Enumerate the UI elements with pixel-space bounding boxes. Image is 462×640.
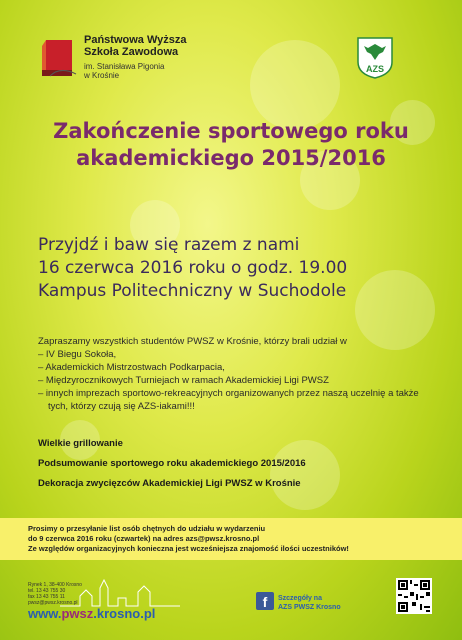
intro-list: [38, 348, 438, 413]
facebook-icon[interactable]: f: [256, 592, 274, 610]
address-line: Rynek 1, 38-400 Krosno: [28, 582, 82, 588]
intro-lead: Zapraszamy wszystkich studentów PWSZ w Krośnie, którzy brali udział w: [38, 336, 347, 347]
facebook-link[interactable]: [278, 594, 341, 612]
url-main: pwsz: [61, 606, 94, 621]
notice-line: Prosimy o przesyłanie list osób chętnych do udziału w wydarzeniu: [28, 524, 266, 533]
intro-text: [38, 335, 438, 413]
pwsz-logo-icon: [40, 36, 80, 80]
title-line: Zakończenie sportowego roku: [53, 119, 409, 143]
logo-subtitle-line: w Krośnie: [84, 71, 120, 80]
notice-text: [28, 524, 349, 554]
address-line: pwsz@pwsz.krosno.pl: [28, 600, 78, 606]
invite-line: Przyjdź i baw się razem z nami: [38, 235, 300, 255]
list-item: – Międzyrocznikowych Turniejach w ramach Akademickiej Ligi PWSZ: [38, 375, 329, 386]
highlight-awards: Dekoracja zwycięzców Akademickiej Ligi PWSZ w Krośnie: [38, 478, 301, 489]
logo-title-line: Państwowa Wyższa: [84, 34, 187, 46]
footer-address: [28, 582, 82, 606]
address-line: tel. 13 43 755 30: [28, 588, 66, 594]
highlight-summary: Podsumowanie sportowego roku akademickiego 2015/2016: [38, 458, 306, 469]
invite-line: 16 czerwca 2016 roku o godz. 19.00: [38, 258, 348, 278]
bokeh-circle: [250, 40, 340, 130]
list-item: – IV Biegu Sokoła,: [38, 349, 117, 360]
qr-code-icon[interactable]: [396, 578, 432, 614]
title-line: akademickiego 2015/2016: [76, 146, 386, 170]
notice-line: Ze względów organizacyjnych konieczna jest wcześniejsza znajomość ilości uczestników!: [28, 544, 349, 553]
invite-line: Kampus Politechniczny w Suchodole: [38, 281, 347, 301]
logo-title-line: Szkoła Zawodowa: [84, 46, 179, 58]
address-line: fax 13 43 755 11: [28, 594, 65, 600]
azs-text: AZS: [366, 64, 384, 74]
page-title: [0, 118, 462, 172]
azs-eagle-logo-icon[interactable]: [354, 34, 396, 80]
list-item: – innych imprezach sportowo-rekreacyjnych organizowanych przez naszą uczelnię a także tych, którzy czują się AZS-iakami!!!: [38, 388, 419, 412]
bokeh-circle: [270, 440, 340, 510]
invitation-text: [38, 234, 347, 303]
url-suffix: .krosno.pl: [93, 606, 156, 621]
logo-title: [84, 34, 187, 58]
list-item: – Akademickich Mistrzostwach Podkarpacia,: [38, 362, 225, 373]
fb-line: AZS PWSZ Krosno: [278, 604, 341, 611]
notice-line: do 9 czerwca 2016 roku (czwartek) na adres azs@pwsz.krosno.pl: [28, 534, 260, 543]
highlight-grill: Wielkie grillowanie: [38, 438, 123, 449]
pwsz-logo[interactable]: [40, 34, 210, 96]
logo-subtitle: [84, 62, 164, 80]
logo-subtitle-line: im. Stanisława Pigonia: [84, 62, 165, 71]
website-link[interactable]: [28, 606, 155, 621]
fb-line: Szczegóły na: [278, 595, 322, 602]
url-prefix: www.: [28, 606, 62, 621]
